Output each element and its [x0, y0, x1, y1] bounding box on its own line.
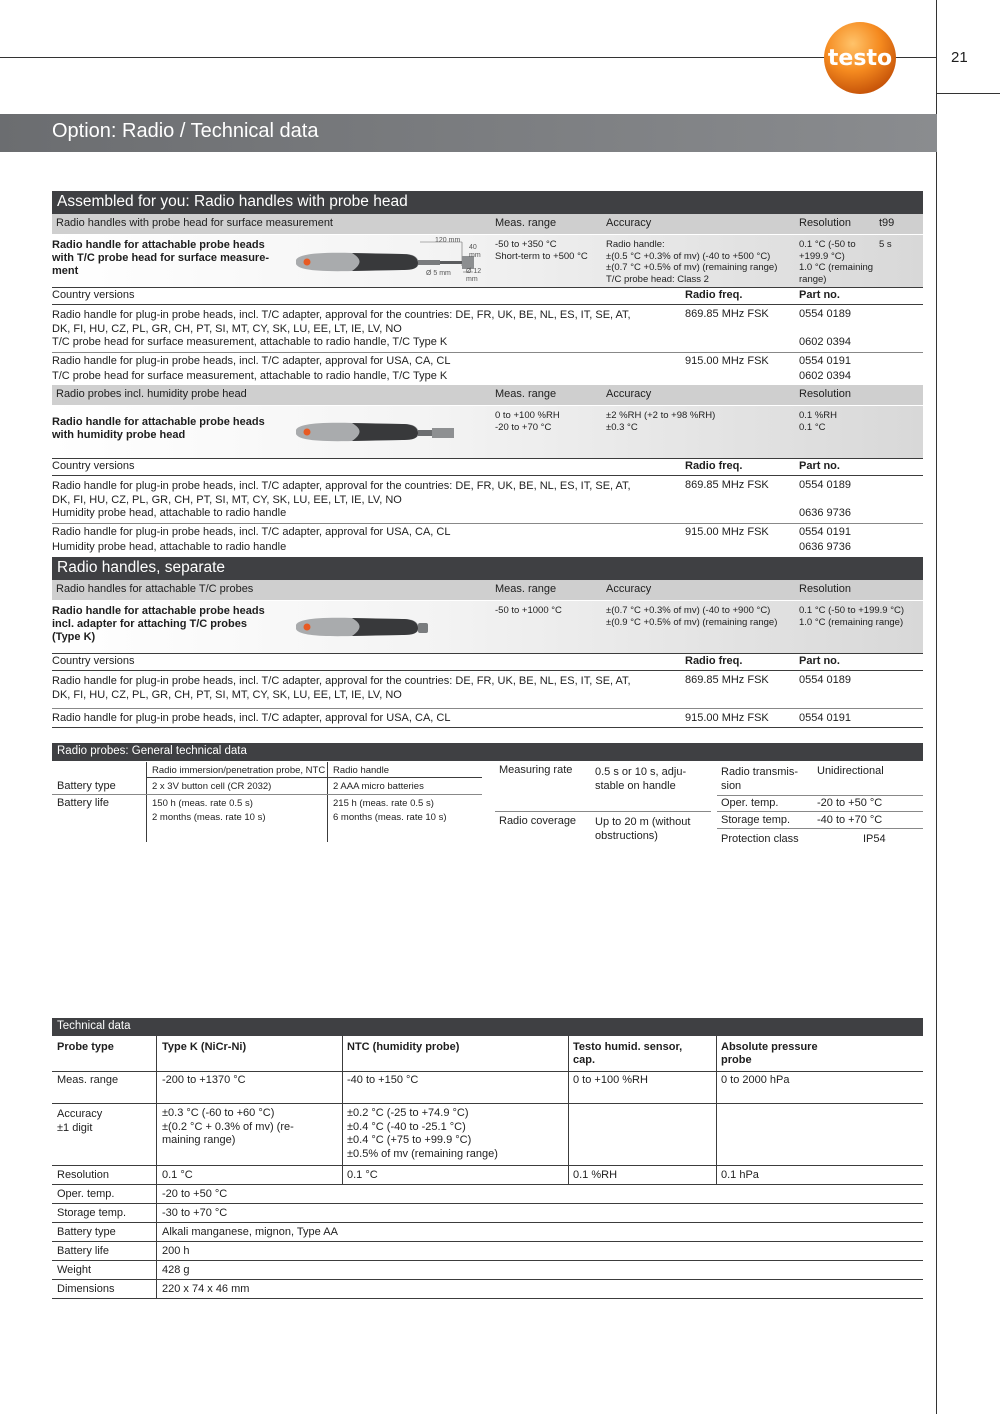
rule	[52, 1103, 923, 1104]
col-divider	[568, 1036, 569, 1184]
general-battery-type-1: 2 x 3V button cell (CR 2032)	[152, 781, 272, 792]
rule	[52, 523, 923, 524]
rule	[495, 811, 711, 812]
tech-header-4: Absolute pressure probe	[721, 1041, 818, 1066]
rule	[52, 727, 923, 728]
general-meas-rate-label: Measuring rate	[499, 764, 573, 776]
tech-acc-0: Accuracy ±1 digit	[57, 1108, 103, 1134]
tech-meas-1: -200 to +1370 °C	[162, 1074, 246, 1086]
humidity-probe-image	[292, 410, 462, 454]
general-battery-type-2: 2 AAA micro batteries	[333, 781, 424, 792]
humidity-subheader-label: Radio probes incl. humidity probe head	[56, 388, 247, 400]
humidity-v1-sub-part: 0636 9736	[799, 507, 851, 519]
surface-v2-text: Radio handle for plug-in probe heads, incl. T/C adapter, approval for USA, CA, CL	[52, 355, 451, 367]
separate-v2-part: 0554 0191	[799, 712, 851, 724]
tech-res-2: 0.1 °C	[347, 1169, 378, 1181]
general-battery-life-1: 150 h (meas. rate 0.5 s) 2 months (meas. rate 10 s)	[152, 798, 266, 823]
surface-v1-text: Radio handle for plug-in probe heads, incl. T/C adapter, approval for the countries: DE, FR, UK, BE, NL, ES, IT, SE, AT, DK, FI, HU, CZ, PL, GR, CH, PT, SI, MT, CY, SK, LU, EE, LT, IE, LV, NO	[52, 309, 631, 335]
humidity-v2-text: Radio handle for plug-in probe heads, incl. T/C adapter, approval for USA, CA, CL	[52, 526, 451, 538]
rule	[52, 475, 923, 476]
technical-bar	[52, 1018, 923, 1036]
tech-res-1: 0.1 °C	[162, 1169, 193, 1181]
tech-res-3: 0.1 %RH	[573, 1169, 618, 1181]
general-coverage: Up to 20 m (without obstructions)	[595, 816, 691, 842]
dim-120: 120 mm	[435, 237, 461, 244]
rule	[52, 1279, 923, 1280]
testo-logo	[820, 20, 900, 95]
dim-d12: Ø 12 mm	[466, 268, 482, 283]
tech-dimensions-1: 220 x 74 x 46 mm	[162, 1283, 250, 1295]
general-storage: -40 to +70 °C	[817, 814, 883, 826]
separate-col-res: Resolution	[799, 583, 851, 595]
header-rule	[0, 57, 937, 58]
humidity-v2-sub: Humidity probe head, attachable to radio handle	[52, 541, 287, 553]
humidity-product-name: Radio handle for attachable probe heads with humidity probe head	[52, 416, 265, 441]
tech-acc-1: ±0.3 °C (-60 to +60 °C) ±(0.2 °C + 0.3% of mv) (re- maining range)	[162, 1107, 294, 1146]
tech-storage-1: -30 to +70 °C	[162, 1207, 228, 1219]
surface-v1-sub-part: 0602 0394	[799, 336, 851, 348]
tech-header-1: Type K (NiCr-Ni)	[162, 1041, 247, 1053]
general-col2: Radio handle	[333, 765, 389, 776]
separate-v1-freq: 869.85 MHz FSK	[685, 674, 769, 686]
surface-freq-label: Radio freq.	[685, 289, 743, 301]
general-oper: -20 to +50 °C	[817, 797, 883, 809]
surface-v2-sub-part: 0602 0394	[799, 370, 851, 382]
surface-product-name: Radio handle for attachable probe heads with T/C probe head for surface measure- ment	[52, 239, 269, 277]
humidity-v1-freq: 869.85 MHz FSK	[685, 479, 769, 491]
surface-v2-freq: 915.00 MHz FSK	[685, 355, 769, 367]
general-meas-rate: 0.5 s or 10 s, adju- stable on handle	[595, 766, 687, 792]
surface-col-acc: Accuracy	[606, 217, 652, 229]
tech-oper-0: Oper. temp.	[57, 1188, 115, 1200]
rule	[52, 1222, 923, 1223]
surface-v2-part: 0554 0191	[799, 355, 851, 367]
tech-battery-life-0: Battery life	[57, 1245, 109, 1257]
tech-meas-4: 0 to 2000 hPa	[721, 1074, 790, 1086]
rule	[52, 1260, 923, 1261]
general-protection: IP54	[863, 833, 886, 845]
rule	[52, 708, 923, 709]
humidity-v2-part: 0554 0191	[799, 526, 851, 538]
surface-res: 0.1 °C (-50 to +199.9 °C) 1.0 °C (remaining range)	[799, 239, 874, 285]
surface-v1-sub: T/C probe head for surface measurement, attachable to radio handle, T/C Type K	[52, 336, 448, 348]
general-battery-life-2: 215 h (meas. rate 0.5 s) 6 months (meas. rate 10 s)	[333, 798, 447, 823]
col-divider	[146, 762, 147, 842]
rule	[52, 1071, 923, 1072]
separate-v2-freq: 915.00 MHz FSK	[685, 712, 769, 724]
rule	[52, 794, 482, 795]
general-transmission-label: Radio transmis- sion	[721, 766, 799, 792]
surface-acc: Radio handle: ±(0.5 °C +0.3% of mv) (-40 to +500 °C) ±(0.7 °C +0.5% of mv) (remaining range) T/C probe head: Class 2	[606, 239, 778, 285]
rule	[52, 1298, 923, 1299]
rule	[717, 828, 923, 829]
rule	[52, 304, 923, 305]
section-title-assembled: Assembled for you: Radio handles with probe head	[57, 193, 408, 210]
surface-col-res: Resolution	[799, 217, 851, 229]
tech-res-0: Resolution	[57, 1169, 109, 1181]
tech-oper-1: -20 to +50 °C	[162, 1188, 228, 1200]
humidity-acc: ±2 %RH (+2 to +98 %RH) ±0.3 °C	[606, 410, 716, 433]
rule	[52, 670, 923, 671]
separate-v1-part: 0554 0189	[799, 674, 851, 686]
general-transmission: Unidirectional	[817, 765, 884, 777]
surface-subheader-label: Radio handles with probe head for surface measurement	[56, 217, 333, 229]
rule	[52, 653, 923, 654]
tech-header-3: Testo humid. sensor, cap.	[573, 1041, 683, 1066]
rule	[52, 1241, 923, 1242]
general-col1: Radio immersion/penetration probe, NTC	[152, 765, 326, 776]
page-margin-line	[936, 0, 937, 1414]
humidity-v1-sub: Humidity probe head, attachable to radio handle	[52, 507, 287, 519]
humidity-v1-text: Radio handle for plug-in probe heads, incl. T/C adapter, approval for the countries: DE, FR, UK, BE, NL, ES, IT, SE, AT, DK, FI, HU, CZ, PL, GR, CH, PT, SI, MT, CY, SK, LU, EE, LT, IE, LV, NO	[52, 480, 631, 506]
dim-40: 40 mm	[469, 244, 481, 259]
tech-meas-2: -40 to +150 °C	[347, 1074, 419, 1086]
col-divider	[327, 762, 328, 842]
separate-v2-text: Radio handle for plug-in probe heads, incl. T/C adapter, approval for USA, CA, CL	[52, 712, 451, 724]
tech-battery-type-1: Alkali manganese, mignon, Type AA	[162, 1226, 338, 1238]
separate-freq-label: Radio freq.	[685, 655, 743, 667]
separate-probe-image	[292, 605, 442, 649]
tech-meas-0: Meas. range	[57, 1074, 119, 1086]
section-title-separate: Radio handles, separate	[57, 559, 226, 576]
separate-part-label: Part no.	[799, 655, 840, 667]
tech-acc-2: ±0.2 °C (-25 to +74.9 °C) ±0.4 °C (-40 to -25.1 °C) ±0.4 °C (+75 to +99.9 °C) ±0.5% of mv (remaining range)	[347, 1107, 498, 1160]
rule	[52, 287, 923, 288]
separate-subheader-label: Radio handles for attachable T/C probes	[56, 583, 254, 595]
tech-meas-3: 0 to +100 %RH	[573, 1074, 648, 1086]
separate-col-acc: Accuracy	[606, 583, 652, 595]
page-number-rule	[937, 93, 1000, 94]
separate-product-name: Radio handle for attachable probe heads incl. adapter for attaching T/C probes (Type K)	[52, 605, 265, 643]
rule	[52, 1203, 923, 1204]
humidity-meas: 0 to +100 %RH -20 to +70 °C	[495, 410, 560, 433]
surface-v2-sub: T/C probe head for surface measurement, attachable to radio handle, T/C Type K	[52, 370, 448, 382]
separate-res: 0.1 °C (-50 to +199.9 °C) 1.0 °C (remaining range)	[799, 605, 905, 628]
tech-weight-0: Weight	[57, 1264, 92, 1276]
humidity-country-label: Country versions	[52, 460, 135, 472]
general-battery-life-label: Battery life	[57, 797, 109, 809]
separate-v1-text: Radio handle for plug-in probe heads, incl. T/C adapter, approval for the countries: DE, FR, UK, BE, NL, ES, IT, SE, AT, DK, FI, HU, CZ, PL, GR, CH, PT, SI, MT, CY, SK, LU, EE, LT, IE, LV, NO	[52, 675, 631, 701]
surface-col-meas: Meas. range	[495, 217, 557, 229]
separate-acc: ±(0.7 °C +0.3% of mv) (-40 to +900 °C) ±(0.9 °C +0.5% of mv) (remaining range)	[606, 605, 778, 628]
tech-storage-0: Storage temp.	[57, 1207, 127, 1219]
surface-col-t99: t99	[879, 217, 895, 229]
separate-meas: -50 to +1000 °C	[495, 605, 562, 616]
dim-d5: Ø 5 mm	[426, 270, 451, 277]
surface-v1-part: 0554 0189	[799, 308, 851, 320]
rule	[146, 777, 482, 778]
col-divider	[342, 1036, 343, 1184]
tech-header-0: Probe type	[57, 1041, 114, 1053]
humidity-v2-sub-part: 0636 9736	[799, 541, 851, 553]
surface-t99: 5 s	[879, 239, 892, 250]
humidity-v2-freq: 915.00 MHz FSK	[685, 526, 769, 538]
rule	[52, 1165, 923, 1166]
tech-battery-life-1: 200 h	[162, 1245, 190, 1257]
page-title: Option: Radio / Technical data	[52, 120, 319, 142]
general-battery-type-label: Battery type	[57, 780, 116, 792]
page-number: 21	[951, 49, 968, 66]
humidity-res: 0.1 %RH 0.1 °C	[799, 410, 838, 433]
brand-logo-text: testo	[827, 46, 893, 71]
tech-res-4: 0.1 hPa	[721, 1169, 759, 1181]
rule	[52, 458, 923, 459]
surface-v1-freq: 869.85 MHz FSK	[685, 308, 769, 320]
surface-country-label: Country versions	[52, 289, 135, 301]
tech-header-2: NTC (humidity probe)	[347, 1041, 460, 1053]
surface-part-label: Part no.	[799, 289, 840, 301]
general-storage-label: Storage temp.	[721, 814, 791, 826]
tech-dimensions-0: Dimensions	[57, 1283, 115, 1295]
col-divider	[716, 1036, 717, 1184]
humidity-freq-label: Radio freq.	[685, 460, 743, 472]
technical-title: Technical data	[57, 1020, 131, 1032]
general-title: Radio probes: General technical data	[57, 745, 247, 757]
humidity-part-label: Part no.	[799, 460, 840, 472]
surface-meas: -50 to +350 °C Short-term to +500 °C	[495, 239, 588, 262]
general-oper-label: Oper. temp.	[721, 797, 779, 809]
humidity-col-acc: Accuracy	[606, 388, 652, 400]
rule	[717, 811, 923, 812]
rule	[52, 1184, 923, 1185]
rule	[717, 795, 923, 796]
general-protection-label: Protection class	[721, 833, 799, 845]
separate-country-label: Country versions	[52, 655, 135, 667]
tech-weight-1: 428 g	[162, 1264, 190, 1276]
general-coverage-label: Radio coverage	[499, 815, 577, 827]
separate-col-meas: Meas. range	[495, 583, 557, 595]
humidity-col-meas: Meas. range	[495, 388, 557, 400]
rule	[52, 352, 923, 353]
humidity-v1-part: 0554 0189	[799, 479, 851, 491]
humidity-col-res: Resolution	[799, 388, 851, 400]
tech-battery-type-0: Battery type	[57, 1226, 116, 1238]
